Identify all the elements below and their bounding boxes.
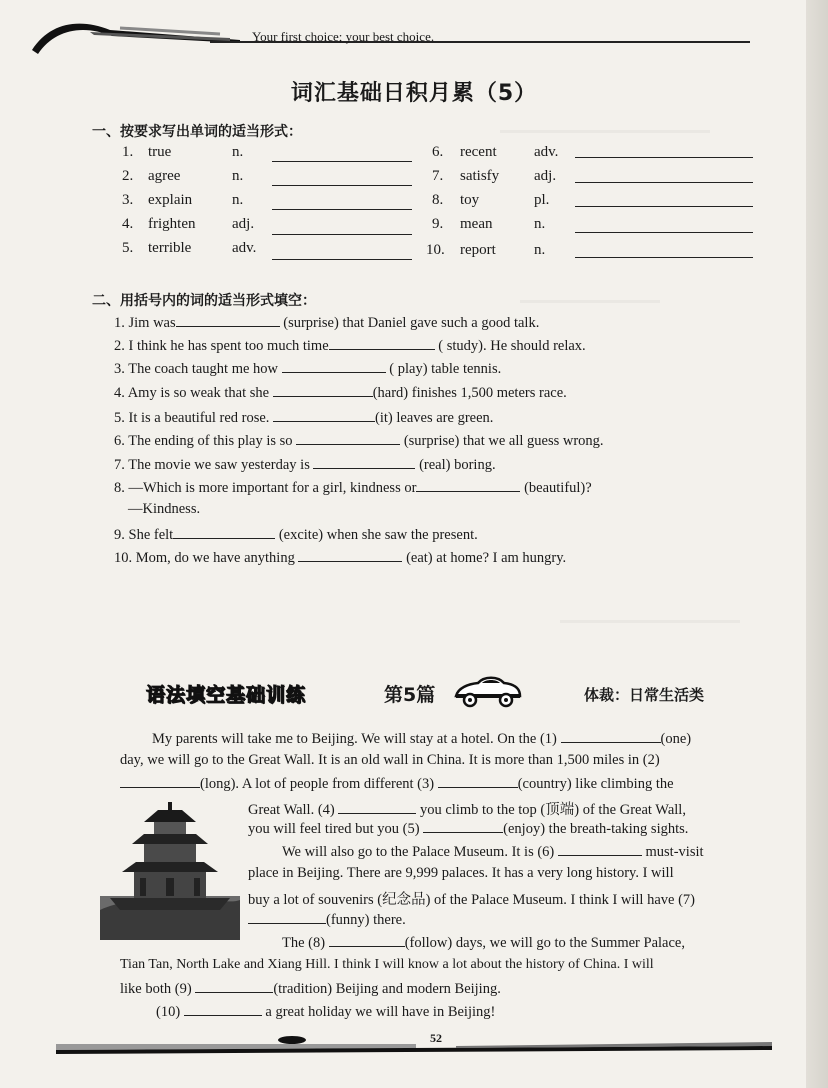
item-word: report: [460, 242, 496, 258]
cloze-blank-7[interactable]: [248, 911, 326, 924]
answer-blank[interactable]: [273, 384, 373, 397]
cloze-blank-6[interactable]: [558, 843, 642, 856]
question-9: 9. She felt (excite) when she saw the present.: [114, 527, 478, 543]
item-word: explain: [148, 192, 193, 208]
item-number: 3.: [122, 192, 134, 208]
section2-heading: 二、用括号内的词的适当形式填空：: [92, 293, 316, 309]
item-number: 8.: [432, 192, 444, 208]
item-pos: n.: [232, 144, 244, 160]
header-swoosh-decoration: [30, 16, 260, 56]
item-word: frighten: [148, 216, 196, 232]
item-pos: adv.: [534, 144, 559, 160]
passage-line: day, we will go to the Great Wall. It is an old wall in China. It is more than 1,500 miles in (2): [120, 752, 660, 768]
section1-heading: 一、按要求写出单词的适当形式：: [92, 124, 302, 140]
page-number: 52: [430, 1031, 442, 1045]
answer-blank[interactable]: [273, 409, 375, 422]
answer-blank[interactable]: [282, 360, 386, 373]
passage-line: The (8) (follow) days, we will go to the Summer Palace,: [282, 935, 685, 951]
question-8: 8. —Which is more important for a girl, kindness or (beautiful)?: [114, 480, 592, 496]
item-number: 1.: [122, 144, 134, 160]
answer-blank[interactable]: [272, 234, 412, 235]
bleed-through-mark: [560, 620, 740, 623]
answer-blank[interactable]: [272, 209, 412, 210]
item-number: 7.: [432, 168, 444, 184]
car-icon: [452, 674, 524, 708]
pagoda-illustration: [100, 800, 240, 940]
item-pos: pl.: [534, 192, 550, 208]
answer-blank[interactable]: [575, 257, 753, 258]
passage-line: Great Wall. (4) you climb to the top (顶端) of the Great Wall,: [248, 802, 686, 818]
item-pos: n.: [232, 168, 244, 184]
cloze-blank-1[interactable]: [561, 730, 661, 743]
answer-blank[interactable]: [575, 182, 753, 183]
answer-blank[interactable]: [575, 157, 753, 158]
item-number: 10.: [426, 242, 445, 258]
cloze-blank-2[interactable]: [120, 775, 200, 788]
passage-line: buy a lot of souvenirs (纪念品) of the Palace Museum. I think I will have (7): [248, 892, 695, 908]
answer-blank[interactable]: [272, 259, 412, 260]
cloze-title: 语法填空基础训练: [146, 684, 307, 706]
question-8-answer: —Kindness.: [128, 501, 201, 517]
item-number: 4.: [122, 216, 134, 232]
item-word: satisfy: [460, 168, 500, 184]
page-edge: [806, 0, 828, 1088]
header-tagline: Your first choice; your best choice.: [252, 29, 435, 44]
question-1: 1. Jim was (surprise) that Daniel gave such a good talk.: [114, 315, 540, 331]
item-pos: adj.: [232, 216, 255, 232]
passage-line: (long). A lot of people from different (3) (country) like climbing the: [120, 775, 674, 793]
answer-blank[interactable]: [298, 549, 402, 562]
footer-decoration: [56, 1028, 772, 1058]
item-word: terrible: [148, 240, 192, 256]
item-number: 9.: [432, 216, 444, 232]
item-pos: n.: [534, 216, 546, 232]
answer-blank[interactable]: [416, 479, 520, 492]
passage-line: (10) a great holiday we will have in Beijing!: [156, 1004, 496, 1020]
answer-blank[interactable]: [313, 456, 415, 469]
passage-line: Tian Tan, North Lake and Xiang Hill. I think I will know a lot about the history of China. I will: [120, 957, 654, 972]
question-5: 5. It is a beautiful red rose. (it) leaves are green.: [114, 410, 494, 426]
item-number: 2.: [122, 168, 134, 184]
question-10: 10. Mom, do we have anything (eat) at home? I am hungry.: [114, 550, 567, 566]
answer-blank[interactable]: [173, 526, 275, 539]
item-pos: adj.: [534, 168, 557, 184]
item-pos: adv.: [232, 240, 257, 256]
passage-line: My parents will take me to Beijing. We will stay at a hotel. On the (1) (one): [152, 731, 692, 747]
item-number: 5.: [122, 240, 134, 256]
passage-line: like both (9) (tradition) Beijing and modern Beijing.: [120, 981, 501, 997]
answer-blank[interactable]: [296, 432, 400, 445]
question-4: 4. Amy is so weak that she (hard) finishes 1,500 meters race.: [114, 385, 567, 401]
item-word: mean: [460, 216, 493, 232]
cloze-blank-8[interactable]: [329, 934, 405, 947]
passage-line: place in Beijing. There are 9,999 palaces. It has a very long history. I will: [248, 865, 674, 881]
item-word: true: [148, 144, 172, 160]
passage-line: (funny) there.: [248, 911, 406, 929]
item-word: agree: [148, 168, 181, 184]
bleed-through-mark: [500, 130, 710, 133]
answer-blank[interactable]: [575, 206, 753, 207]
answer-blank[interactable]: [329, 337, 435, 350]
item-number: 6.: [432, 144, 444, 160]
page-title: 词汇基础日积月累（5）: [290, 81, 538, 106]
question-3: 3. The coach taught me how ( play) table tennis.: [114, 361, 502, 377]
item-pos: n.: [534, 242, 546, 258]
question-6: 6. The ending of this play is so (surprise) that we all guess wrong.: [114, 433, 604, 449]
bleed-through-mark: [520, 300, 660, 303]
answer-blank[interactable]: [272, 161, 412, 162]
question-2: 2. I think he has spent too much time ( study). He should relax.: [114, 338, 586, 354]
cloze-blank-5[interactable]: [423, 820, 503, 833]
item-word: recent: [460, 144, 497, 160]
answer-blank[interactable]: [575, 232, 753, 233]
question-7: 7. The movie we saw yesterday is (real) boring.: [114, 457, 496, 473]
cloze-blank-3[interactable]: [438, 775, 518, 788]
cloze-blank-10[interactable]: [184, 1003, 262, 1016]
passage-line: you will feel tired but you (5) (enjoy) the breath-taking sights.: [248, 821, 689, 837]
answer-blank[interactable]: [176, 314, 280, 327]
cloze-blank-9[interactable]: [195, 980, 273, 993]
passage-line: We will also go to the Palace Museum. It is (6) must-visit: [282, 844, 704, 860]
cloze-number: 第5篇: [384, 684, 436, 706]
item-word: toy: [460, 192, 480, 208]
answer-blank[interactable]: [272, 185, 412, 186]
item-pos: n.: [232, 192, 244, 208]
genre-label: 体裁：日常生活类: [584, 686, 705, 704]
cloze-blank-4[interactable]: [338, 801, 416, 814]
